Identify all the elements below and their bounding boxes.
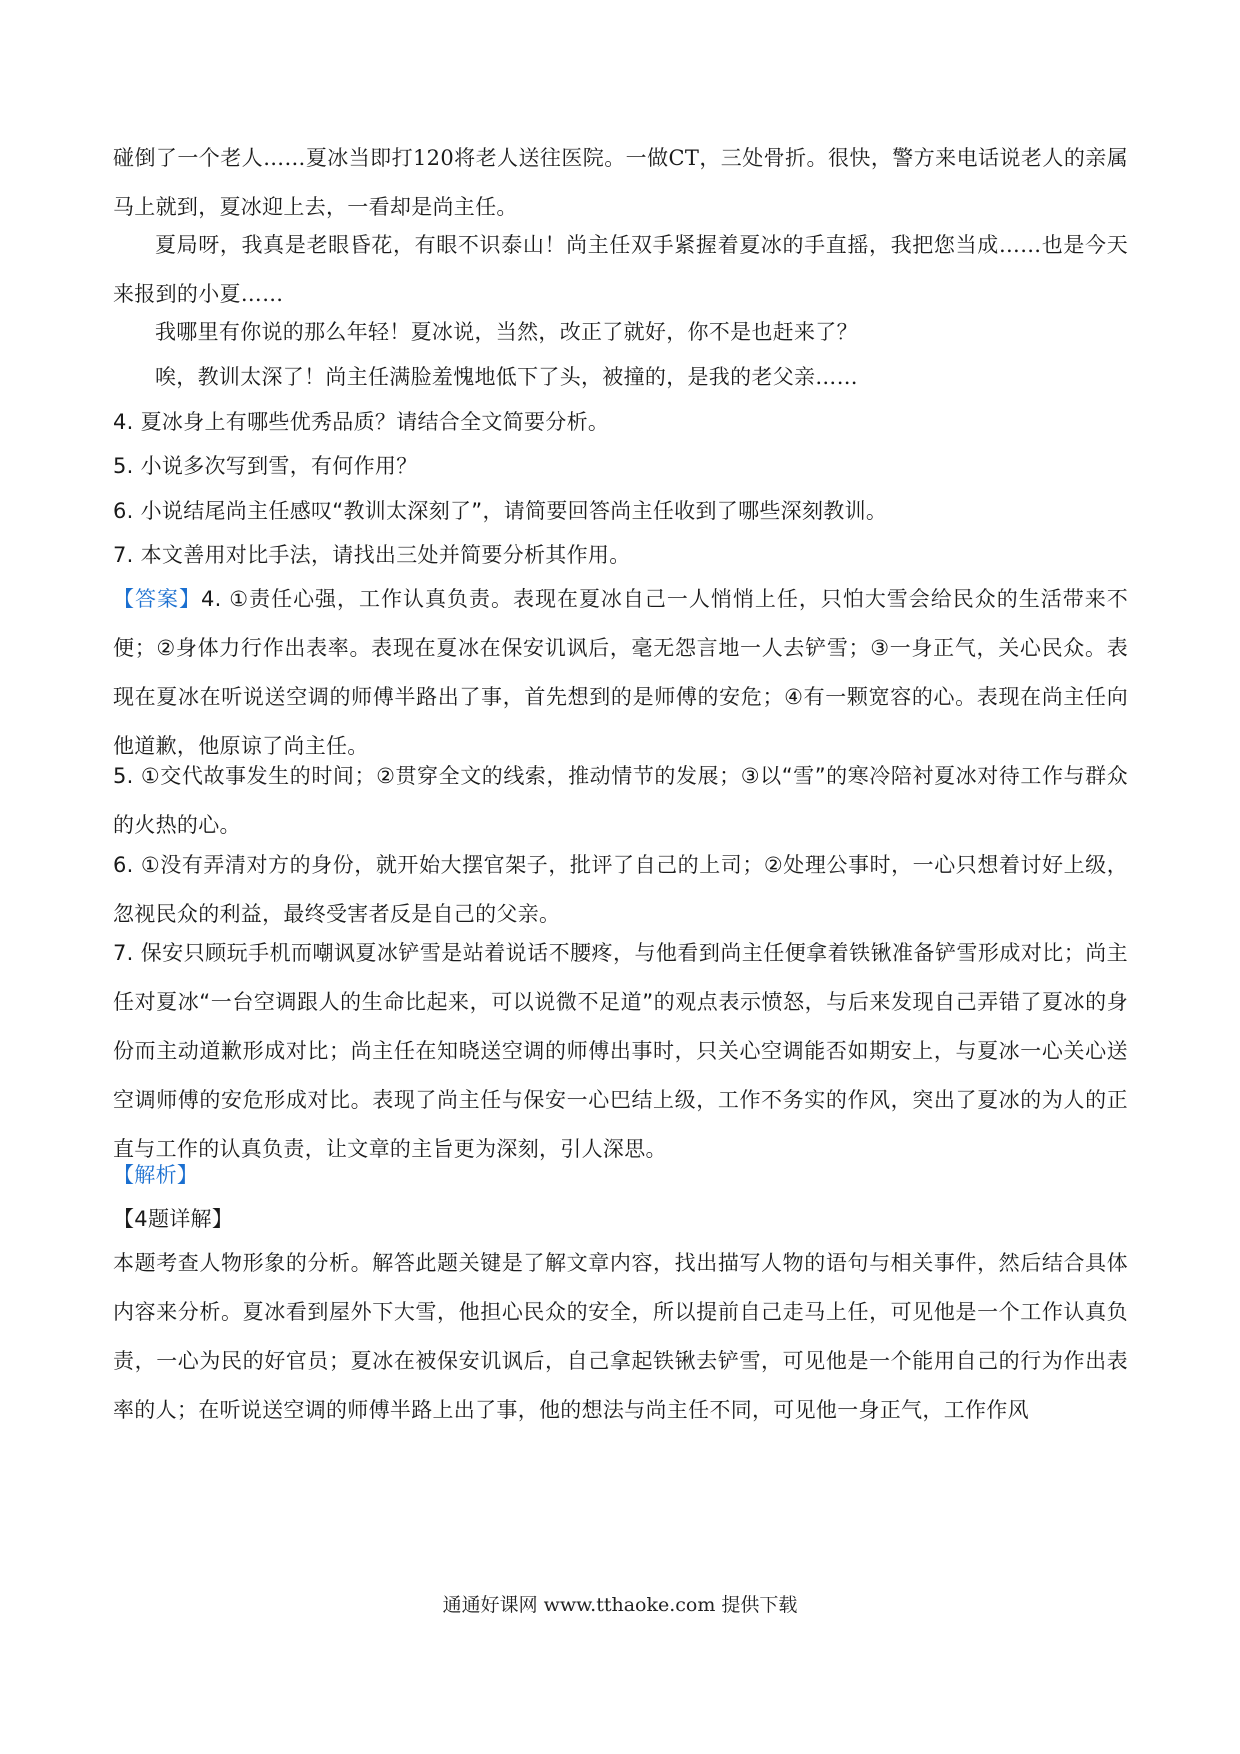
story-text: 夏局呀，我真是老眼昏花，有眼不识泰山！尚主任双手紧握着夏冰的手直摇，我把您当成……也是今天来报到的小夏…… xyxy=(113,233,1128,306)
story-paragraph-2 xyxy=(113,221,1128,319)
question-text: 7. 本文善用对比手法，请找出三处并简要分析其作用。 xyxy=(113,543,631,567)
story-text: 碰倒了一个老人……夏冰当即打120将老人送往医院。一做CT，三处骨折。很快，警方来电话说老人的亲属马上就到，夏冰迎上去，一看却是尚主任。 xyxy=(113,146,1128,219)
answer-text: 5. ①交代故事发生的时间；②贯穿全文的线索，推动情节的发展；③以“雪”的寒冷陪衬夏冰对待工作与群众的火热的心。 xyxy=(113,764,1128,837)
answer-4 xyxy=(113,575,1128,771)
question-7 xyxy=(113,531,1128,580)
analysis-tag: 【解析】 xyxy=(113,1163,199,1187)
page-footer: 通通好课网 www.tthaoke.com 提供下载 xyxy=(442,1594,798,1616)
analysis-subheading-4 xyxy=(113,1195,1128,1244)
analysis-heading xyxy=(113,1151,1128,1200)
story-text: 我哪里有你说的那么年轻！夏冰说，当然，改正了就好，你不是也赶来了？ xyxy=(155,320,858,344)
story-paragraph-1 xyxy=(113,134,1128,232)
answer-6 xyxy=(113,841,1128,939)
analysis-paragraph-1 xyxy=(113,1239,1128,1435)
question-text: 5. 小说多次写到雪，有何作用？ xyxy=(113,454,418,478)
question-text: 4. 夏冰身上有哪些优秀品质？请结合全文简要分析。 xyxy=(113,410,610,434)
question-text: 6. 小说结尾尚主任感叹“教训太深刻了”，请简要回答尚主任收到了哪些深刻教训。 xyxy=(113,499,888,523)
story-paragraph-3 xyxy=(113,308,1128,357)
answer-text: 4. ①责任心强，工作认真负责。表现在夏冰自己一人悄悄上任，只怕大雪会给民众的生活带来不便；②身体力行作出表率。表现在夏冰在保安讥讽后，毫无怨言地一人去铲雪；③一身正气，关心民众。表现在夏冰在听说送空调的师傅半路出了事，首先想到的是师傅的安危；④有一颗宽容的心。表现在尚主任向他道歉，他原谅了尚主任。 xyxy=(113,587,1129,758)
analysis-text: 本题考查人物形象的分析。解答此题关键是了解文章内容，找出描写人物的语句与相关事件，然后结合具体内容来分析。夏冰看到屋外下大雪，他担心民众的安全，所以提前自己走马上任，可见他是一个工作认真负责，一心为民的好官员；夏冰在被保安讥讽后，自己拿起铁锹去铲雪，可见他是一个能用自己的行为作出表率的人；在听说送空调的师傅半路上出了事，他的想法与尚主任不同，可见他一身正气，工作作风 xyxy=(113,1251,1128,1422)
question-5 xyxy=(113,442,1128,491)
story-paragraph-4 xyxy=(113,353,1128,402)
answer-5 xyxy=(113,752,1128,850)
answer-7 xyxy=(113,929,1128,1174)
answer-text: 7. 保安只顾玩手机而嘲讽夏冰铲雪是站着说话不腰疼，与他看到尚主任便拿着铁锹准备铲雪形成对比；尚主任对夏冰“一台空调跟人的生命比起来，可以说微不足道”的观点表示愤怒，与后来发现自己弄错了夏冰的身份而主动道歉形成对比；尚主任在知晓送空调的师傅出事时，只关心空调能否如期安上，与夏冰一心关心送空调师傅的安危形成对比。表现了尚主任与保安一心巴结上级，工作不务实的作风，突出了夏冰的为人的正直与工作的认真负责，让文章的主旨更为深刻，引人深思。 xyxy=(113,941,1128,1161)
question-4 xyxy=(113,398,1128,447)
story-text: 唉，教训太深了！尚主任满脸羞愧地低下了头，被撞的，是我的老父亲…… xyxy=(155,365,858,389)
subheading-text: 【4题详解】 xyxy=(113,1207,234,1231)
answer-text: 6. ①没有弄清对方的身份，就开始大摆官架子，批评了自己的上司；②处理公事时，一心只想着讨好上级，忽视民众的利益，最终受害者反是自己的父亲。 xyxy=(113,853,1128,926)
answer-tag: 【答案】 xyxy=(113,587,201,611)
question-6 xyxy=(113,487,1128,536)
